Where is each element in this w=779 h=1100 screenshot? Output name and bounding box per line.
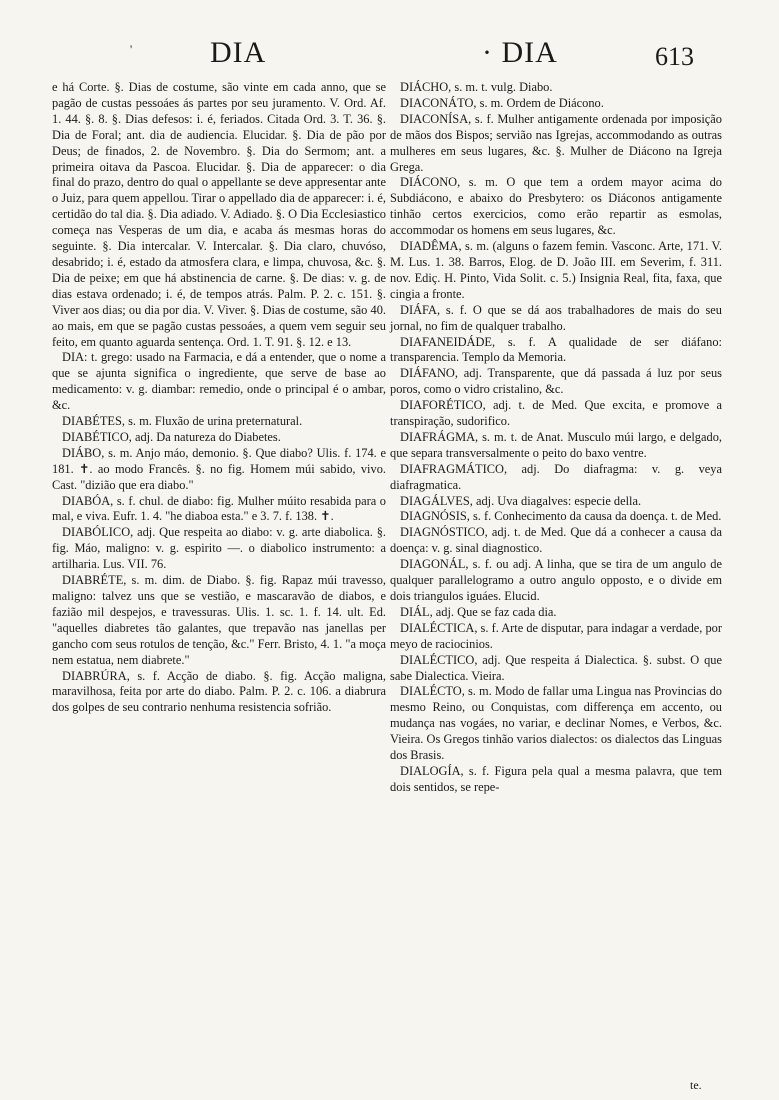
dictionary-entry: DIALÉCTICA, s. f. Arte de disputar, para indagar a verdade, por meyo de raciocinios. [390,620,722,651]
running-head-right: · DIA [482,36,558,69]
dictionary-entry: DIAGONÁL, s. f. ou adj. A linha, que se tira de um angulo de qualquer parallelogramo a outro angulo opposto, e o divide em dois triangulos iguáes. Elucid. [390,557,722,603]
dictionary-entry: DIABÉTES, s. m. Fluxão de urina preternatural. [62,414,303,429]
right-column [390,80,722,796]
margin-mark: ' [130,42,133,56]
dictionary-entry: DIADÊMA, s. m. (alguns o fazem femin. Vasconc. Arte, 171. V. M. Lus. 1. 38. Barros, Elog. de D. João III. em Severim, f. 311. nov. Ediç. H. Pinto, Vida Solit. c. 5.) Insignia Real, fita, faxa, que cingia a fronte. [390,239,722,301]
dictionary-entry: DIALÉCTICO, adj. Que respeita á Dialectica. §. subst. O que sabe Dialectica. Vieira. [390,652,722,683]
dictionary-entry: DIÁL, adj. Que se faz cada dia. [400,604,557,619]
page-number: 613 [655,42,694,71]
dictionary-entry: DIALOGÍA, s. f. Figura pela qual a mesma palavra, que tem dois sentidos, se repe- [390,763,722,794]
dictionary-entry: DIACONÁTO, s. m. Ordem de Diácono. [400,95,604,110]
dictionary-entry: DIAGNÓSTICO, adj. t. de Med. Que dá a conhecer a causa da doença: v. g. sinal diagnostico. [390,525,722,556]
catchword: te. [690,1078,702,1092]
dictionary-entry: DIACONÍSA, s. f. Mulher antigamente ordenada por imposição de mãos dos Bispos; servião nas Igrejas, accommodando as outras mulheres em seus lugares, &c. §. Mulher de Diácono na Igreja Grega. [390,111,722,174]
dictionary-entry: DIAFANEIDÁDE, s. f. A qualidade de ser diáfano: transparencia. Templo da Memoria. [390,334,722,365]
dictionary-entry: DIAFRAGMÁTICO, adj. Do diafragma: v. g. veya diafragmatica. [390,461,722,492]
dictionary-entry: DIÁFA, s. f. O que se dá aos trabalhadores de mais do seu jornal, no fim de qualquer trabalho. [390,302,722,333]
running-head-left: DIA [210,36,267,69]
dictionary-entry: DIÁCHO, s. m. t. vulg. Diabo. [400,80,553,94]
dictionary-entry: DIABÓA, s. f. chul. de diabo: fig. Mulher múito resabida para o mal, e viva. Eufr. 1. 4. "he diaboa esta." e 3. 7. f. 138. ✝. [52,493,386,524]
dictionary-entry: DIABÓLICO, adj. Que respeita ao diabo: v. g. arte diabolica. §. fig. Máo, maligno: v. g. espirito —. o diabolico instrumento: a artilharia. Lus. VII. 76. [52,525,386,572]
dictionary-entry: DIABRÚRA, s. f. Acção de diabo. §. fig. Acção maligna, maravilhosa, feita por arte do diabo. Palm. P. 2. c. 106. a diabrura dos golpes de seu contrario nenhuma resistencia sofrião. [52,668,386,715]
dictionary-entry: DIÁCONO, s. m. O que tem a ordem mayor acima do Subdiácono, e abaixo do Presbytero: os Diáconos antigamente tinhão certos exercicios, como erão repartir as esmolas, accommodar os homens em seus lugares, &c. [390,175,722,238]
dictionary-entry: DIAGÁLVES, adj. Uva diagalves: especie della. [400,493,642,508]
dictionary-entry: e há Corte. §. Dias de costume, são vinte em cada anno, que se pagão de custas pessoáes ás partes por seu juramento. V. Ord. Af. 1. 44. §. 8. §. Dias defesos: i. é, feriados. Citada Ord. 3. T. 36. §. Dia de Foral; ant. dia de audiencia. Elucidar. §. Dia de pão por Deus; de finados, 2. de Novembro. §. Dia do Sermom; ant. a primeira oitava da Pascoa. Elucidar. §. Dia de apparecer: o dia final do prazo, dentro do qual o appellante se deve appresentar ante o Juiz, para quem appellou. Tirar o appellado dia de apparecer: i. é, certidão do tal dia. §. Dia adiado. V. Adiado. §. O Dia Ecclesiastico começa nas Vesperas de um dia, e acaba ás mesmas horas do seguinte. §. Dia intercalar. V. Intercalar. §. Dia claro, chuvóso, desabrido; i. é, estado da atmosfera clara, e limpa, chuvosa, &c. §. Dia de peixe; em que há abstinencia de carne. §. De dias: v. g. de dias estava ordenado; i. é, de tempos atrás. Palm. P. 2. c. 151. §. Viver aos dias; ou dia por dia. V. Viver. §. Dias de costume, são 40. ao mais, em que se pagão custas pessoáes, a quem vem seguir seu feito, em quanto aguarda sentença. Ord. 1. T. 91. §. 12. e 13. [52,80,386,349]
dictionary-entry: DIAGNÓSIS, s. f. Conhecimento da causa da doença. t. de Med. [400,509,722,524]
dictionary-entry: DIÁFANO, adj. Transparente, que dá passada á luz por seus poros, como o vidro cristalino, &c. [390,366,722,397]
dictionary-entry: DIÁBO, s. m. Anjo máo, demonio. §. Que diabo? Ulis. f. 174. e 181. ✝. ao modo Francês. §. no fig. Homem múi sabido, vivo. Cast. "dizião que era diabo." [52,445,386,492]
dictionary-entry: DIA: t. grego: usado na Farmacia, e dá a entender, que o nome a que se ajunta significa o ingrediente, que serve de base ao medicamento: v. g. diambar: remedio, onde o principal é o ambar, &c. [52,350,386,413]
dictionary-entry: DIAFORÉTICO, adj. t. de Med. Que excita, e promove a transpiração, sudorifico. [390,398,722,429]
dictionary-entry: DIABRÉTE, s. m. dim. de Diabo. §. fig. Rapaz múi travesso, maligno: talvez uns que se vestião, e mascaravão de diabos, e fazião mil despejos, e travessuras. Ulis. 1. sc. 1. f. 14. ult. Ed. "aquelles diabretes tão galantes, que trepavão nas janellas per gancho com seus rotulos de tenção, &c." Ferr. Bristo, 4. 1. "a moça nem estatua, nem diabrete." [52,573,386,667]
left-column [52,80,386,716]
dictionary-entry: DIALÉCTO, s. m. Modo de fallar uma Lingua nas Provincias do mesmo Reino, ou Conquistas, com differença em accento, ou mudança nas vogáes, no variar, e declinar Nomes, e Verbos, &c. Vieira. Os Gregos tinhão varios dialectos: os dialectos das Linguas dos Brasis. [390,684,722,763]
dictionary-entry: DIABÉTICO, adj. Da natureza do Diabetes. [62,429,281,444]
dictionary-entry: DIAFRÁGMA, s. m. t. de Anat. Musculo múi largo, e delgado, que separa transversalmente o peito do baxo ventre. [390,429,722,460]
